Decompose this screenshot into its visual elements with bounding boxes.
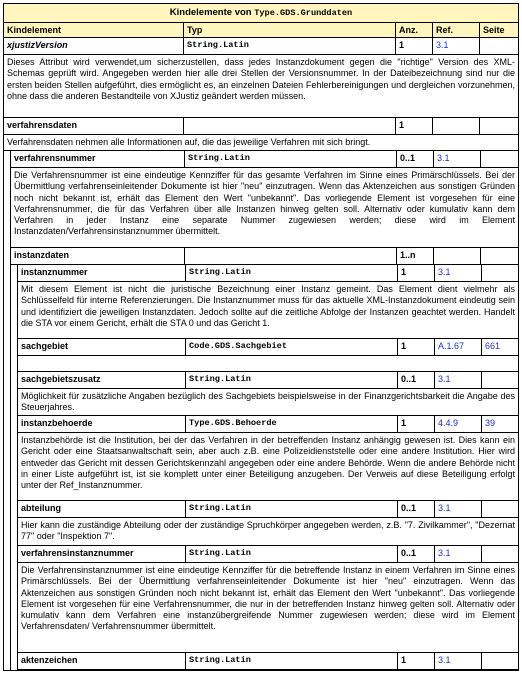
element-count: 1: [396, 118, 433, 134]
element-type: String.Latin: [186, 501, 398, 517]
element-type: String.Latin: [186, 653, 398, 669]
element-name: sachgebietszusatz: [18, 372, 186, 388]
element-count: 0..1: [398, 372, 435, 388]
header-ref: Ref.: [433, 23, 480, 37]
element-type: String.Latin: [184, 38, 396, 54]
element-type: String.Latin: [185, 151, 397, 167]
element-page: [481, 151, 519, 167]
element-type: [184, 118, 396, 134]
element-description: Mit diesem Element ist nicht die juristische Bezeichnung einer Instanz gemeint. Das Element dient vielmehr als Schlüsselfeld für interne Referenzierungen. Die Instanznummer muss für das aktuelle XML-Instanzdokument eindeutig sein und identifiziert die jeweiligen Instanzdaten. Jedoch sollte auf die zeitliche Abfolge der Instanzen geachtet werden. Handelt die STA vor einem Gericht, erhält die STA 0 und das Gericht 1.: [18, 282, 518, 339]
element-row-instanznummer: [18, 265, 518, 282]
element-type: Code.GDS.Sachgebiet: [186, 339, 398, 355]
element-type: String.Latin: [186, 265, 398, 281]
element-count: 1: [398, 653, 435, 669]
element-count: 1: [398, 339, 435, 355]
element-row-abteilung: [18, 501, 518, 518]
element-count: 1..n: [397, 248, 434, 264]
header-row: [4, 23, 518, 38]
element-page: [482, 501, 520, 517]
element-description: Möglichkeit für zusätzliche Angaben bezüglich des Sachgebiets beispielsweise in der Finanzgerichtsbarkeit die Angabe des Steuerjahres.: [18, 389, 518, 416]
element-ref-link[interactable]: 3.1: [435, 265, 482, 281]
child-elements-table: [3, 3, 519, 671]
element-name: sachgebiet: [18, 339, 186, 355]
element-type: String.Latin: [186, 372, 398, 388]
element-ref-link[interactable]: 3.1: [435, 546, 482, 562]
element-row-sachgebiet: [18, 339, 518, 356]
element-ref-link[interactable]: 4.4.9: [435, 416, 482, 432]
element-type: String.Latin: [186, 546, 398, 562]
instanzdaten-children: [17, 265, 518, 670]
header-type: Typ: [184, 23, 396, 37]
element-description: Verfahrensdaten nehmen alle Informationen auf, die das jeweilige Verfahren mit sich bringt.: [4, 135, 518, 151]
element-page: [481, 248, 519, 264]
header-element: Kindelement: [4, 23, 184, 37]
element-description: Die Verfahrensinstanznummer ist eine eindeutige Kennziffer für die betreffende Instanz in einem Verfahren im Sinne eines Primärschlüssels. Bei der Übermittlung verfahrenseinleitender Dokumente ist hier "neu" einzutragen. Wenn das Aktenzeichen aus sonstigen Gründen noch nicht bekannt ist, erhält das Element den Wert "unbekannt". Das vorliegende Element ist vorgesehen für eine Verfahrensnummer, die nur in der betreffenden Instanz hinweg gelten soll. Alternativ oder kumulativ kann dem Verfahren eine instanzübergreifende Nummer zugewiesen werden; diese wird im Element Verfahrensdaten/ Verfahrensnummer übermittelt.: [18, 563, 518, 653]
element-page: [482, 265, 520, 281]
element-name: instanznummer: [18, 265, 186, 281]
caption-prefix: Kindelemente von: [169, 7, 255, 18]
table-caption: [4, 4, 518, 23]
element-row-verfahrensnummer: [11, 151, 518, 168]
element-ref: [434, 248, 481, 264]
element-row-sachgebietszusatz: [18, 372, 518, 389]
element-page: [482, 546, 520, 562]
element-row-xjustiz-version: [4, 38, 518, 55]
element-row-aktenzeichen: [18, 653, 518, 670]
element-type: [185, 248, 397, 264]
element-ref: [433, 118, 480, 134]
element-page: [480, 118, 518, 134]
element-description: Dieses Attribut wird verwendet,um sicherzustellen, dass jedes Instanzdokument gegen die "richtige" Version des XML-Schemas geprüft wird. Angegeben werden hier alle drei Stellen der Versionsnummer. In der Dateibezeichnung sind nur die ersten beiden Stellen aufgeführt, dies ermöglicht es, an einzelnen Dateien Fehlerbereinigungen und dergleichen vorzunehmen, ohne dass die anderen Bestandteile von XJustiz geändert werden müssen.: [4, 55, 518, 118]
element-ref-link[interactable]: 3.1: [434, 151, 481, 167]
verfahrensdaten-children: [10, 151, 518, 670]
element-page: [482, 372, 520, 388]
element-name: verfahrensnummer: [11, 151, 185, 167]
element-ref-link[interactable]: A.1.67: [435, 339, 482, 355]
element-name: instanzdaten: [11, 248, 185, 264]
element-count: 0..1: [398, 546, 435, 562]
header-page: Seite: [483, 25, 505, 35]
element-ref-link[interactable]: 3.1: [435, 501, 482, 517]
element-name: aktenzeichen: [18, 653, 186, 669]
header-count: Anz.: [396, 23, 433, 37]
element-count: 0..1: [397, 151, 434, 167]
element-description-empty: [18, 356, 518, 372]
element-count: 1: [398, 416, 435, 432]
element-name: xjustizVersion: [4, 38, 184, 54]
element-page: [480, 38, 518, 54]
element-row-instanzbehoerde: [18, 416, 518, 433]
element-count: 1: [396, 38, 433, 54]
element-description: Die Verfahrensnummer ist eine eindeutige Kennziffer für das gesamte Verfahren im Sinne eines Primärschlüssels. Bei der Übermittlung verfahrenseinleitender Dokumente ist hier "neu" einzutragen. Wenn das Aktenzeichen aus sonstigen Gründen noch nicht bekannt ist, erhält das Element den Wert "unbekannt". Das vorliegende Element ist vorgesehen für eine Verfahrensnummer, die für das Verfahren über alle Instanzen hinweg gelten soll. Alternativ oder kumulativ kann dem Verfahren in jeder Instanz eine separate Nummer zugewiesen werden; diese wird im Element Instanzdaten/Verfahrensinstanznummer übermittelt.: [11, 168, 518, 248]
element-page: [482, 653, 520, 669]
element-count: 0..1: [398, 501, 435, 517]
element-description: Hier kann die zuständige Abteilung oder der zuständige Spruchkörper angegeben werden, z.B. "7. Zivilkammer", "Dezernat 77" oder "Inspektion 7".: [18, 518, 518, 546]
element-ref-link[interactable]: 3.1: [435, 372, 482, 388]
element-row-instanzdaten: [11, 248, 518, 265]
element-count: 1: [398, 265, 435, 281]
element-description: Instanzbehörde ist die Institution, bei der das Verfahren in der betreffenden Instanz anhängig gewesen ist. Dies kann ein Gericht oder eine Staatsanwaltschaft sein, aber auch z.B. eine Polizeidienststelle oder eine andere Institution. Hier wird entweder das Gericht mit dessen Gerichtskennzahl angegeben oder eine andere Behörde. Wenn die andere Behörde nicht in einer Liste aufgeführt ist, ist sie komplett unter einer Beteiligung anzugeben. Der Verweis auf diese Beteiligung erfolgt unter der Ref_Instanznummer.: [18, 433, 518, 501]
element-page-link[interactable]: 39: [485, 418, 496, 428]
caption-type: Type.GDS.Grunddaten: [254, 8, 353, 18]
element-page-link[interactable]: 661: [485, 341, 501, 351]
element-row-verfahrensinstanznummer: [18, 546, 518, 563]
element-ref-link[interactable]: 3.1: [435, 653, 482, 669]
element-ref-link[interactable]: 3.1: [433, 38, 480, 54]
element-name: verfahrensinstanznummer: [18, 546, 186, 562]
element-name: verfahrensdaten: [4, 118, 184, 134]
element-name: abteilung: [18, 501, 186, 517]
element-row-verfahrensdaten: [4, 118, 518, 135]
element-name: instanzbehoerde: [18, 416, 186, 432]
element-type: Type.GDS.Behoerde: [186, 416, 398, 432]
